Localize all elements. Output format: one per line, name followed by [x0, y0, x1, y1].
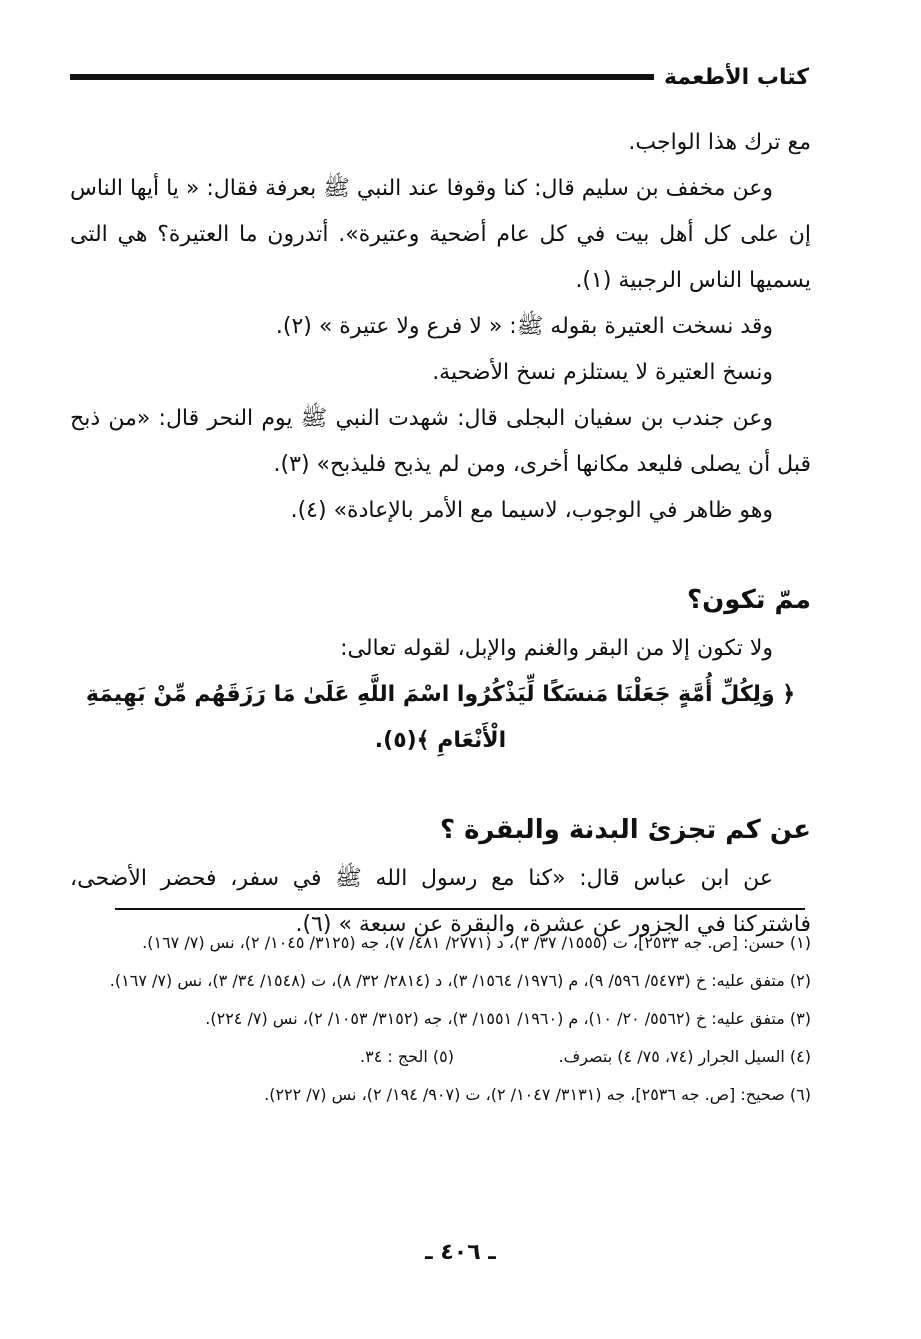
footnotes: [70, 924, 811, 1114]
footnote-6: (٦) صحيح: [ص. جه ٢٥٣٦]، جه (٣١٣١/ ١٠٤٧/ ٢)، ت (٩٠٧/ ١٩٤/ ٢)، نس (٧/ ٢٢٢).: [264, 1085, 811, 1104]
paragraph-2: وعن مخفف بن سليم قال: كنا وقوفا عند النبي ﷺ بعرفة فقال: « يا أيها الناس إن على كل أهل بيت في كل عام أضحية وعتيرة». أتدرون ما العتيرة؟ هي التى يسميها الناس الرجبية (١).: [70, 176, 811, 293]
paragraph-1: مع ترك هذا الواجب.: [628, 130, 811, 155]
footnote-separator: [115, 908, 805, 910]
header-rule: [70, 74, 654, 80]
section-heading-1: ممّ تكون؟: [687, 585, 811, 615]
section-heading-2: عن كم تجزئ البدنة والبقرة ؟: [439, 815, 811, 845]
paragraph-7: ولا تكون إلا من البقر والغنم والإبل، لقوله تعالى:: [340, 636, 773, 661]
footnote-3: (٣) متفق عليه: خ (٥٥٦٢/ ٢٠/ ١٠)، م (١٩٦٠/ ١٥٥١/ ٣)، جه (٣١٥٢/ ١٠٥٣/ ٢)، نس (٧/ ٢٢٤).: [205, 1009, 811, 1028]
footnote-5: (٥) الحج : ٣٤.: [360, 1047, 454, 1066]
paragraph-5: وعن جندب بن سفيان البجلى قال: شهدت النبي ﷺ يوم النحر قال: «من ذبح قبل أن يصلى فليعد مكانها أخرى، ومن لم يذبح فليذبح» (٣).: [70, 406, 811, 477]
footnote-2: (٢) متفق عليه: خ (٥٤٧٣/ ٥٩٦/ ٩)، م (١٩٧٦/ ١٥٦٤/ ٣)، د (٢٨١٤/ ٣٢/ ٨)، ت (١٥٤٨/ ٣٤/ ٣)، نس (٧/ ١٦٧).: [109, 971, 811, 990]
page-number: ـ ٤٠٦ ـ: [425, 1240, 496, 1265]
running-header: [70, 60, 809, 94]
book-title: كتاب الأطعمة: [664, 64, 809, 90]
paragraph-6: وهو ظاهر في الوجوب، لاسيما مع الأمر بالإعادة» (٤).: [290, 498, 773, 523]
paragraph-3: وقد نسخت العتيرة بقوله ﷺ: « لا فرع ولا عتيرة » (٢).: [275, 314, 773, 339]
footnote-row-4-5: [70, 1038, 811, 1076]
main-text: [70, 120, 811, 948]
paragraph-8: عن ابن عباس قال: «كنا مع رسول الله ﷺ في سفر، فحضر الأضحى، فاشتركنا في الجزور عن عشرة، والبقرة عن سبعة » (٦).: [70, 866, 811, 937]
quran-verse: ﴿ وَلِكُلِّ أُمَّةٍ جَعَلْنَا مَنسَكًا لِّيَذْكُرُوا اسْمَ اللَّهِ عَلَىٰ مَا رَزَقَهُم مِّنْ بَهِيمَةِ الْأَنْعَامِ ﴾(٥).: [85, 682, 796, 753]
paragraph-4: ونسخ العتيرة لا يستلزم نسخ الأضحية.: [432, 360, 773, 385]
footnote-1: (١) حسن: [ص. جه ٢٥٣٣]، ت (١٥٥٥/ ٣٧/ ٣)، د (٢٧٧١/ ٤٨١/ ٧)، جه (٣١٢٥/ ١٠٤٥/ ٢)، نس (٧/ ١٦٧).: [142, 933, 811, 952]
footnote-4: (٤) السيل الجرار (٧٤، ٧٥/ ٤) بتصرف.: [558, 1047, 811, 1066]
